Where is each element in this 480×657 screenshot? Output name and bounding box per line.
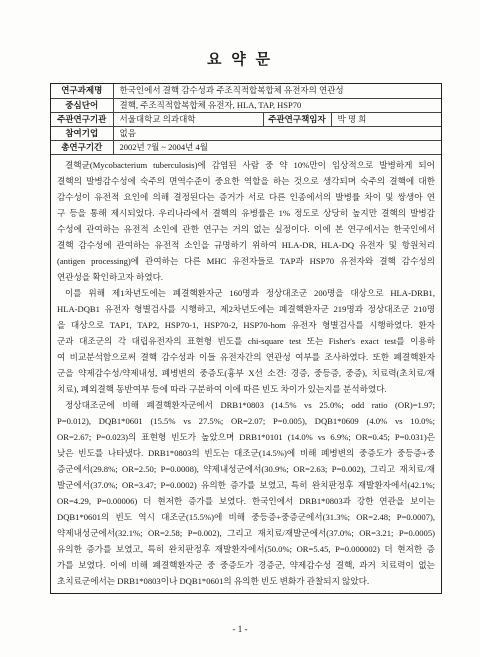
summary-paragraph bbox=[57, 157, 435, 285]
summary-line: 약제내성군에서(32.1%; OR=2.58; P=0.002), 그리고 재치료/재발군에서(37.0%; OR=3.21; P=0.0005) bbox=[57, 527, 435, 538]
research-period-label: 총연구기간 bbox=[51, 140, 113, 154]
summary-line: 초치료군에서는 DRB1*0803이나 DQB1*0601의 유의한 빈도 변화가 관찰되지 않았다. bbox=[57, 575, 370, 586]
summary-line: P=0.012), DQB1*0601 (15.5% vs 27.5%; OR=2.07; P=0.005), DQB1*0609 (4.0% vs 10.0%; bbox=[57, 415, 435, 426]
table-row-institution bbox=[51, 112, 441, 126]
summary-line: 결핵의 발병감수성에 숙주의 면역수준이 중요한 역할을 하는 것으로 생각되며 숙주의 결핵에 대한 bbox=[57, 175, 435, 186]
summary-line: 감수성이 유전적 요인에 의해 결정된다는 증거가 서로 다른 인종에서의 발병률 차이 및 쌍생아 연 bbox=[57, 191, 435, 202]
table-row-keywords bbox=[51, 98, 441, 112]
summary-line: 치료), 폐외결핵 동반여부 등에 따라 구분하여 이에 따른 빈도 차이가 있는지를 분석하였다. bbox=[57, 383, 387, 394]
summary-body bbox=[51, 155, 441, 593]
principal-investigator-label: 주관연구책임자 bbox=[263, 112, 331, 126]
summary-line: OR=2.67; P=0.023)의 표현형 빈도가 높았으며 DRB1*0101 (14.0% vs 6.9%; OR=0.45; P=0.031)은 bbox=[57, 431, 435, 442]
research-period-value: 2002년 7월 ~ 2004년 4월 bbox=[113, 140, 441, 154]
summary-line: 이를 위해 제1차년도에는 폐결핵환자군 160명과 정상대조군 200명을 대상으로 HLA-DRB1, bbox=[65, 287, 435, 298]
keywords-label: 중심단어 bbox=[51, 98, 113, 112]
summary-line: (antigen processing)에 관여하는 다른 MHC 유전자들로 TAP과 HSP70 유전자와 결핵 감수성의 bbox=[57, 255, 435, 266]
summary-line: 군을 약제감수성/약제내성, 폐병변의 중증도(흉부 X선 소견: 경증, 중등증, 중증), 치료력(초치료/재 bbox=[57, 367, 435, 378]
summary-frame bbox=[50, 83, 442, 594]
summary-line: 결핵 감수성에 관여하는 유전적 소인을 규명하기 위하여 HLA-DR, HLA-DQ 유전자 및 항원처리 bbox=[57, 239, 435, 250]
summary-line: 정상대조군에 비해 폐결핵환자군에서 DRB1*0803 (14.5% vs 25.0%; odd ratio (OR)=1.97; bbox=[65, 399, 435, 410]
summary-line: 군과 대조군의 각 대립유전자의 표현형 빈도를 chi-square test 또는 Fisher's exact test를 이용하 bbox=[57, 335, 435, 346]
project-name-label: 연구과제명 bbox=[51, 84, 113, 98]
project-name-value: 한국인에서 결핵 감수성과 주조직적합복합체 유전자의 연관성 bbox=[113, 84, 441, 98]
participating-company-label: 참여기업 bbox=[51, 126, 113, 140]
project-info-table bbox=[51, 84, 441, 155]
summary-line: 여 비교분석함으로써 결핵 감수성과 이들 유전자간의 연관성 여부를 조사하였다. 또한 폐결핵환자 bbox=[57, 351, 435, 362]
table-row-participating-company bbox=[51, 126, 441, 140]
summary-line: 결핵균(Mycobacterium tuberculosis)에 감염된 사람 중 약 10%만이 임상적으로 발병하게 되어 bbox=[65, 159, 435, 170]
page-number: - 1 - bbox=[232, 624, 248, 634]
summary-line: HLA-DQB1 유전자 형별검사를 시행하고, 제2차년도에는 폐결핵환자군 219명과 정상대조군 210명 bbox=[57, 303, 435, 314]
summary-paragraph bbox=[57, 397, 435, 589]
document-title: 요 약 문 bbox=[207, 52, 273, 68]
lead-institution-label: 주관연구기관 bbox=[51, 112, 113, 126]
principal-investigator-value: 박 명 희 bbox=[331, 112, 441, 126]
summary-line: 낮은 빈도를 나타냈다. DRB1*0803의 빈도는 대조군(14.5%)에 비해 폐병변의 중증도가 중등증+중 bbox=[57, 447, 435, 458]
participating-company-value: 없음 bbox=[113, 126, 441, 140]
summary-line: 수성에 관여하는 유전적 소인에 관한 연구는 거의 없는 실정이다. 이에 본 연구에서는 한국인에서 bbox=[57, 223, 435, 234]
summary-line: 가를 보였다. 이에 비해 폐결핵환자군 중 중증도가 경증군, 약제감수성 결핵, 과거 치료력이 없는 bbox=[57, 559, 435, 570]
table-row-research-period bbox=[51, 140, 441, 154]
summary-paragraph bbox=[57, 285, 435, 397]
lead-institution-value: 서울대학교 의과대학 bbox=[113, 112, 263, 126]
summary-line: OR=4.29, P=0.00006) 더 현저한 증가를 보였다. 한국인에서 DRB1*0803과 강한 연관을 보이는 bbox=[57, 495, 435, 506]
summary-line: 증군에서(29.8%; OR=2.50; P=0.0008), 약제내성군에서(30.9%; OR=2.63; P=0.002), 그리고 재치료/재 bbox=[57, 463, 435, 474]
summary-line: 구 등을 통해 제시되었다. 우리나라에서 결핵의 유병률은 1% 정도로 상당히 높지만 결핵의 발병감 bbox=[57, 207, 435, 218]
summary-line: DQB1*0601의 빈도 역시 대조군(15.5%)에 비해 중등증+중증군에서(31.3%; OR=2.48; P=0.0007), bbox=[57, 511, 435, 522]
keywords-value: 결핵, 주조직적합복합체 유전자, HLA, TAP, HSP70 bbox=[113, 98, 441, 112]
summary-line: 연관성을 확인하고자 하였다. bbox=[57, 271, 164, 282]
summary-line: 발군에서(37.0%; OR=3.47; P=0.0002) 유의한 증가를 보였고, 특히 완치판정후 재발환자에서(42.1%; bbox=[57, 479, 435, 490]
table-row-project-name bbox=[51, 84, 441, 98]
summary-line: 유의한 증가를 보였고, 특히 완치판정후 재발환자에서(50.0%; OR=5.45, P=0.000002) 더 현저한 증 bbox=[57, 543, 435, 554]
summary-line: 을 대상으로 TAP1, TAP2, HSP70-1, HSP70-2, HSP70-hom 유전자 형별검사를 시행하였다. 환자 bbox=[57, 319, 435, 330]
